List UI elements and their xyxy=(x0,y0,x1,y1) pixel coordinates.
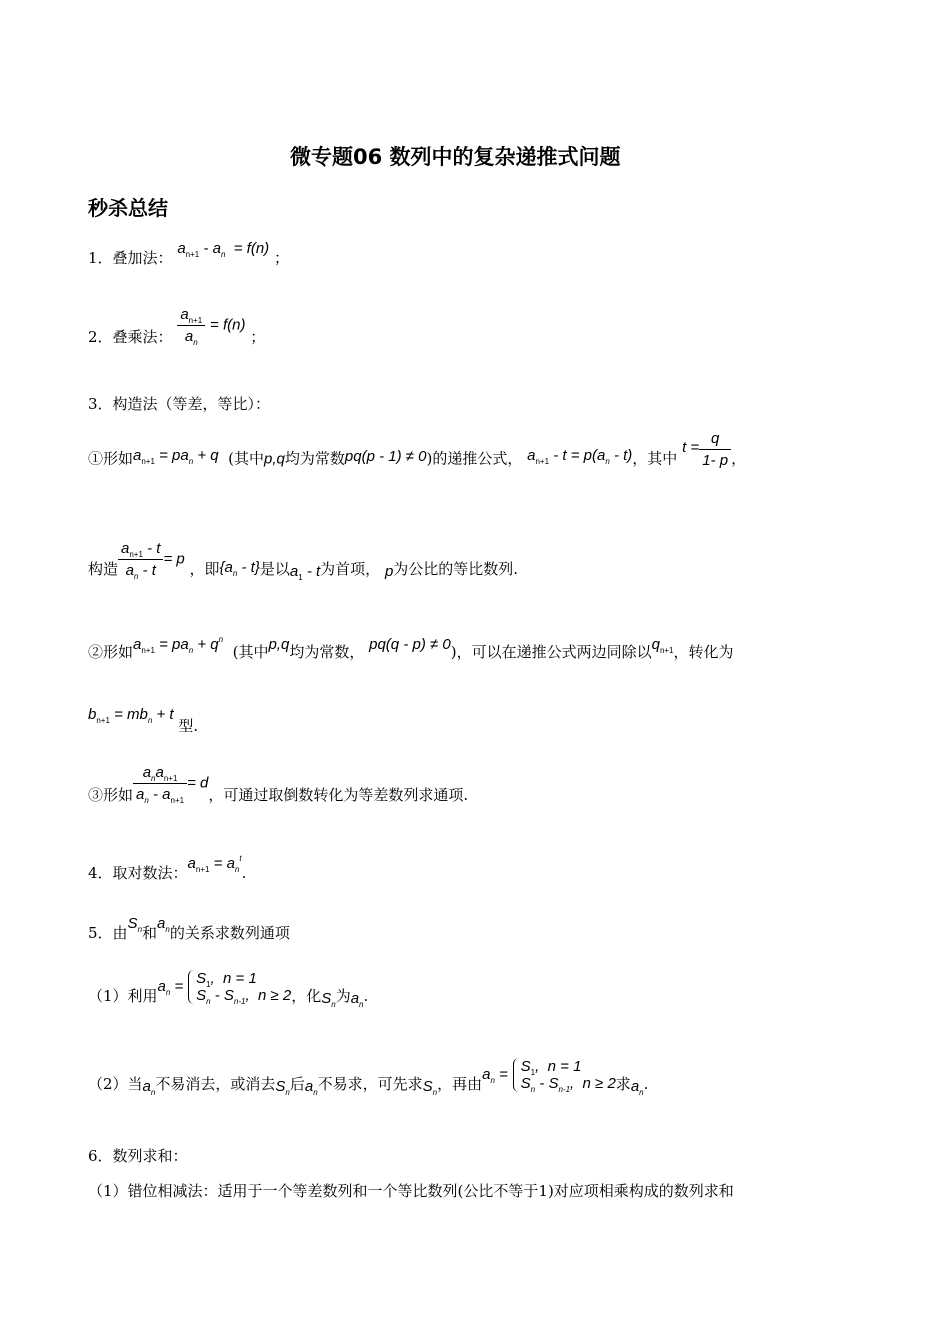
item-5: 5．由$S_n$和$a_n$的关系求数列通项 xyxy=(88,915,290,942)
item-3a: ①形如$a_{n+1} = pa_n + q$ (其中p,q均为常数pq(p - 1) ≠ 0)的递推公式， $a_{n+1} - t = p(a_n - t)$，其中 t = $\frac{q}{1- p}$ ， xyxy=(88,430,747,469)
item-3c: ③形如 $\frac{a_na_{n+1}}{a_n - a_{n+1}}$ = d，可通过取倒数转化为等差数列求通项. xyxy=(88,764,469,805)
item-1: 1．叠加法： $a_{n+1} - a_n = f(n)$ ； xyxy=(88,240,289,267)
item-3a-construct: 构造 $\frac{a_{n+1} - t}{a_n - t}$ = p ，即$\{a_n - t\}$是以$a_1$ - t为首项， p为公比的等比数列. xyxy=(88,540,519,582)
formula-multiplicative: $\frac{a_{n+1}}{a_n}$ xyxy=(177,306,205,345)
page-title: 微专题06 数列中的复杂递推式问题 xyxy=(290,145,621,169)
item-3b-result: $b_{n+1} = mb_n + t$ 型. xyxy=(88,706,199,735)
item-6-1: （1）错位相减法：适用于一个等差数列和一个等比数列(公比不等于1)对应项相乘构成的数列求和 xyxy=(88,1182,734,1200)
item-6: 6．数列求和： xyxy=(88,1147,188,1165)
item-4: 4．取对数法：$a_{n+1} = a_n^t$. xyxy=(88,854,247,882)
formula-additive: $a_{n+1} - a_n = f(n)$ xyxy=(177,240,270,259)
item-3: 3．构造法（等差，等比）： xyxy=(88,395,271,413)
item-3b: ②形如$a_{n+1} = pa_n + q^n$ (其中p,q均为常数， pq(q - p) ≠ 0)，可以在递推公式两边同除以$q_{n+1}$，转化为 xyxy=(88,635,734,661)
cases-formula: $S_1$, n = 1 $S_n - S_{n-1}$, n ≥ 2 xyxy=(188,970,291,1004)
item-5-1: （1）利用$a_n$ = $S_1$, n = 1 $S_n - S_{n-1}$, n ≥ 2 ，化$S_n$为$a_n$. xyxy=(88,970,369,1009)
item-2: 2．叠乘法： $\frac{a_{n+1}}{a_n}$ = f(n) ； xyxy=(88,306,266,347)
section-heading: 秒杀总结 xyxy=(88,196,168,220)
item-5-2: （2）当$a_n$不易消去，或消去$S_n$后$a_n$不易求，可先求$S_n$，再由$a_n$ = $S_1$, n = 1 $S_n - S_{n-1}$, n ≥ 2 求$a_n$. xyxy=(88,1058,649,1097)
